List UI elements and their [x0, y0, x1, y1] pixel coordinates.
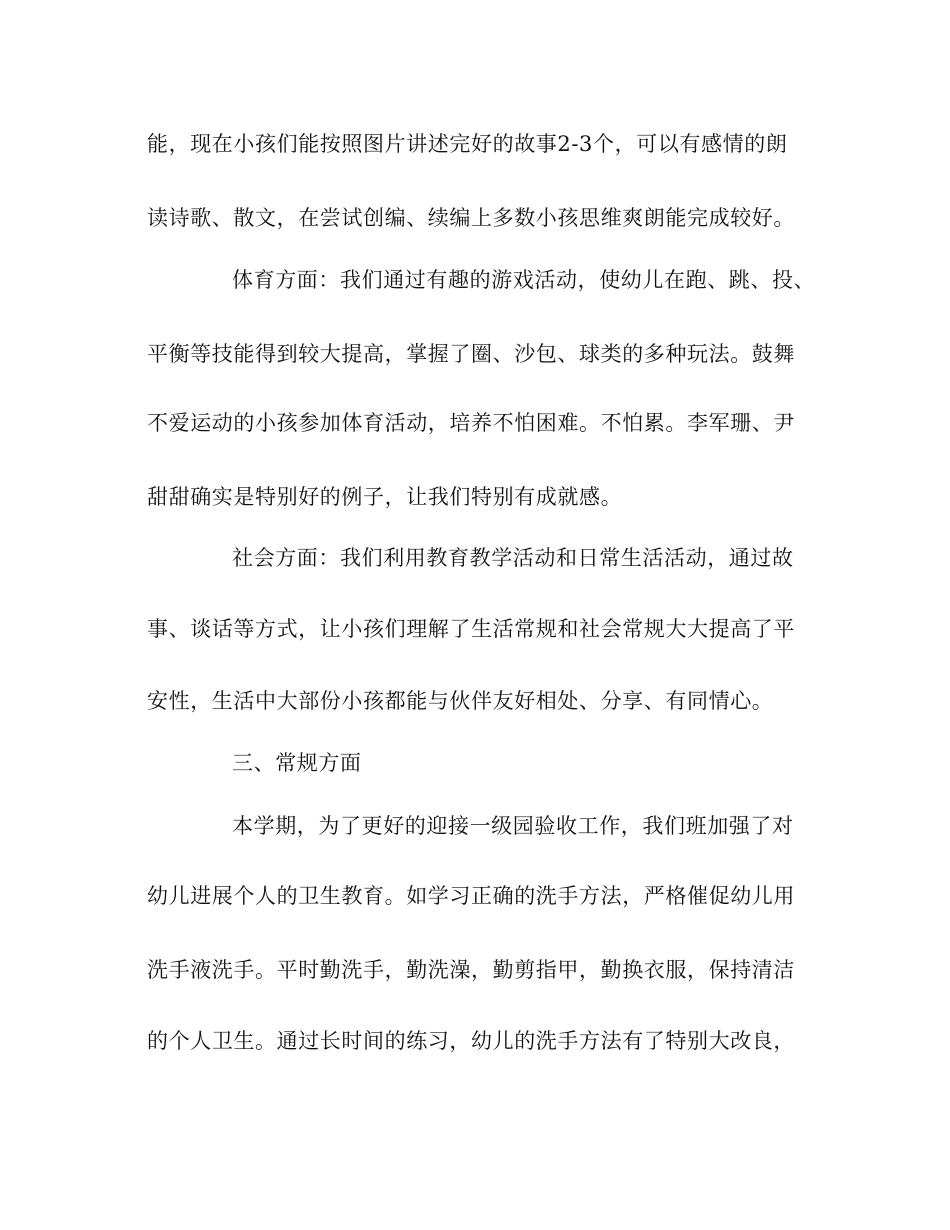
paragraph-first-line: 体育方面：我们通过有趣的游戏活动，使幼儿在跑、跳、投、	[232, 268, 816, 292]
body-text-line: 安性，生活中大部份小孩都能与伙伴友好相处、分享、有同情心。	[147, 689, 774, 713]
body-text-line: 洗手液洗手。平时勤洗手，勤洗澡，勤剪指甲，勤换衣服，保持清洁	[147, 958, 795, 982]
body-text-line: 的个人卫生。通过长时间的练习，幼儿的洗手方法有了特别大改良，	[147, 1029, 795, 1053]
paragraph-first-line: 社会方面：我们利用教育教学活动和日常生活活动，通过故	[232, 546, 794, 570]
body-text-line: 不爱运动的小孩参加体育活动，培养不怕困难。不怕累。李军珊、尹	[147, 411, 795, 435]
body-text-line: 事、谈话等方式，让小孩们理解了生活常规和社会常规大大提高了平	[147, 617, 795, 641]
body-text-line: 平衡等技能得到较大提高，掌握了圈、沙包、球类的多种玩法。鼓舞	[147, 342, 795, 366]
body-text-line: 幼儿进展个人的卫生教育。如学习正确的洗手方法，严格催促幼儿用	[147, 884, 795, 908]
paragraph-first-line: 本学期，为了更好的迎接一级园验收工作，我们班加强了对	[232, 814, 794, 838]
body-text-line: 甜甜确实是特别好的例子，让我们特别有成就感。	[147, 485, 623, 509]
body-text-line: 能，现在小孩们能按照图片讲述完好的故事2-3个，可以有感情的朗	[147, 132, 788, 156]
body-text-line: 读诗歌、散文，在尝试创编、续编上多数小孩思维爽朗能完成较好。	[147, 206, 795, 230]
section-heading: 三、常规方面	[232, 751, 362, 775]
